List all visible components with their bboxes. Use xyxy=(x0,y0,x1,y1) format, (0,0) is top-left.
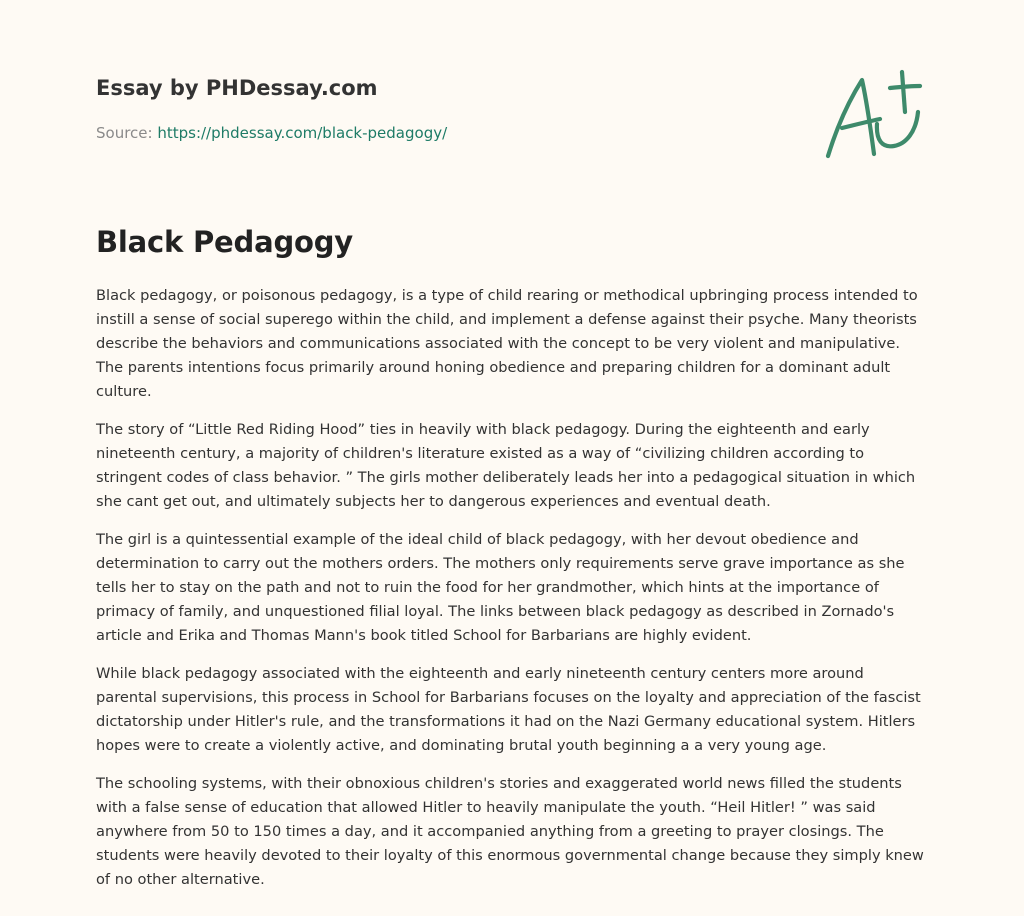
essay-paragraph: The girl is a quintessential example of the ideal child of black pedagogy, with her devout obedience and determination to carry out the mothers orders. The mothers only requirements serve grave importance as she tells her to stay on the path and not to ruin the food for her grandmother, which hints at the importance of primacy of family, and unquestioned filial loyal. The links between black pedagogy as described in Zornado's article and Erika and Thomas Mann's book titled School for Barbarians are highly evident. xyxy=(96,531,905,644)
essay-title: Black Pedagogy xyxy=(96,225,353,259)
essay-paragraph: While black pedagogy associated with the eighteenth and early nineteenth century centers more around parental supervisions, this process in School for Barbarians focuses on the loyalty and appreciation of the fascist dictatorship under Hitler's rule, and the transformations it had on the Nazi Germany educational system. Hitlers hopes were to create a violently active, and dominating brutal youth beginning a a very young age. xyxy=(96,665,921,754)
essay-paragraph: The story of “Little Red Riding Hood” ties in heavily with black pedagogy. During the eighteenth and early nineteenth century, a majority of children's literature existed as a way of “civilizing children according to stringent codes of class behavior. ” The girls mother deliberately leads her into a pedagogical situation in which she cant get out, and ultimately subjects her to dangerous experiences and eventual death. xyxy=(96,421,916,510)
essay-page xyxy=(96,0,928,888)
brand-name: Essay by PHDessay.com xyxy=(96,76,378,100)
essay-paragraph: Black pedagogy, or poisonous pedagogy, is a type of child rearing or methodical upbringing process intended to instill a sense of social superego within the child, and implement a defense against their psyche. Many theorists describe the behaviors and communications associated with the concept to be very violent and manipulative. The parents intentions focus primarily around honing obedience and preparing children for a dominant adult culture. xyxy=(96,287,918,400)
source-link[interactable]: https://phdessay.com/black-pedagogy/ xyxy=(157,124,448,142)
essay-body xyxy=(96,284,928,906)
essay-paragraph: The schooling systems, with their obnoxious children's stories and exaggerated world news filled the students with a false sense of education that allowed Hitler to heavily manipulate the youth. “Heil Hitler! ” was said anywhere from 50 to 150 times a day, and it accompanied anything from a greeting to prayer closings. The students were heavily devoted to their loyalty of this enormous governmental change because they simply knew of no other alternative. xyxy=(96,775,924,888)
a-plus-logo-icon xyxy=(822,68,928,164)
source-line xyxy=(96,124,447,142)
page-header xyxy=(96,0,928,190)
source-label: Source: xyxy=(96,124,158,142)
